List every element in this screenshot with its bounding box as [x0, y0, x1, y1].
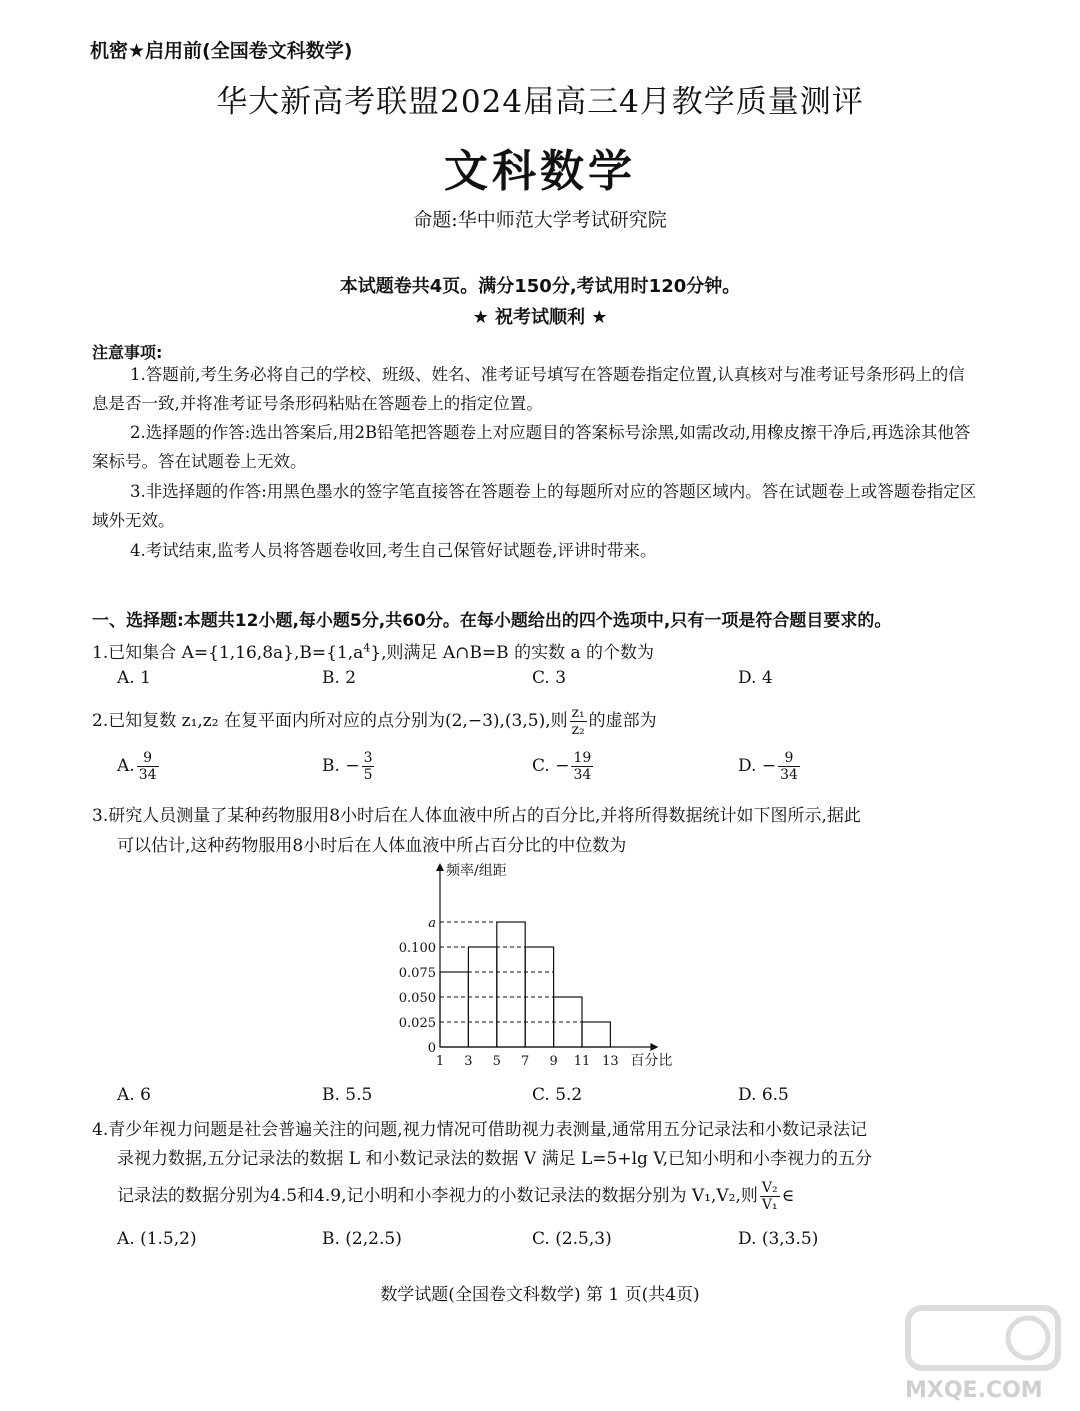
question-4-line-3: 记录法的数据分别为4.5和4.9,记小明和小李视力的小数记录法的数据分别为 V₁,V₂,则 $\frac{\text{V₂}}{\text{V₁}}$ ∈: [117, 1180, 795, 1213]
histogram-bar: [582, 1022, 610, 1047]
author-line: 命题:华中师范大学考试研究院: [413, 209, 667, 231]
y-tick-label: 0: [427, 1041, 436, 1056]
q4-option-b: B. (2,2.5): [322, 1229, 402, 1249]
q2-option-c: C. − $\frac{19}{34}$: [532, 750, 592, 783]
q4-fraction: $\frac{\text{V₂}}{\text{V₁}}$: [761, 1180, 778, 1213]
question-4-line-2: 录视力数据,五分记录法的数据 L 和小数记录法的数据 V 满足 L=5+lg V,已知小明和小李视力的五分: [117, 1149, 873, 1169]
q2-option-b: B. − $\frac{3}{5}$: [322, 750, 373, 783]
question-1-stem: 1.已知集合 $A=\{1,16,8a\},B=\{1,a^4\}$,则满足 A∩B=B 的实数 a 的个数为: [92, 641, 655, 663]
histogram-bar: [440, 972, 468, 1047]
subject-title: 文科数学: [444, 146, 636, 197]
q2-fraction: $\frac{\text{z₁}}{\text{z₂}}$: [571, 705, 585, 738]
q1-option-d: D. 4: [738, 668, 773, 688]
page-footer: 数学试题(全国卷文科数学) 第 1 页(共4页): [380, 1285, 700, 1305]
x-tick-label: 7: [521, 1054, 530, 1069]
histogram-chart: [390, 855, 690, 1077]
notice-item-1: 1.答题前,考生务必将自己的学校、班级、姓名、准考证号填写在答题卷指定位置,认真核对与准考证号条形码上的信息是否一致,并将准考证号条形码粘贴在答题卷上的指定位置。: [92, 365, 965, 413]
y-tick-label: 0.100: [398, 941, 436, 956]
x-tick-label: 3: [464, 1054, 473, 1069]
q2-option-a: A. $\frac{9}{34}$: [117, 750, 157, 783]
histogram-bar: [497, 922, 525, 1047]
x-tick-label: 11: [573, 1054, 591, 1069]
watermark-text: MXQE.COM: [905, 1378, 1043, 1403]
good-luck-line: ★ 祝考试顺利 ★: [472, 307, 608, 328]
notice-item-4: 4.考试结束,监考人员将答题卷收回,考生自己保管好试题卷,评讲时带来。: [130, 541, 657, 560]
question-3-line-1: 3.研究人员测量了某种药物服用8小时后在人体血液中所占的百分比,并将所得数据统计如下图所示,据此: [92, 806, 861, 826]
y-tick-label: 0.050: [398, 991, 436, 1006]
confidential-label: 机密★启用前(全国卷文科数学): [90, 40, 353, 62]
q1-option-a: A. 1: [117, 668, 151, 688]
x-axis-arrow: [650, 1043, 658, 1051]
q3-option-a: A. 6: [117, 1085, 151, 1105]
x-axis-label: 百分比: [630, 1053, 673, 1069]
q4-option-c: C. (2.5,3): [532, 1229, 612, 1249]
question-3-line-2: 可以估计,这种药物服用8小时后在人体血液中所占百分比的中位数为: [117, 836, 627, 856]
y-tick-label: a: [428, 916, 436, 931]
x-tick-label: 1: [435, 1054, 445, 1069]
notice-item-2: 2.选择题的作答:选出答案后,用2B铅笔把答题卷上对应题目的答案标号涂黑,如需改动,用橡皮擦干净后,再选涂其他答案标号。答在试题卷上无效。: [92, 423, 971, 471]
notice-title: 注意事项:: [92, 343, 163, 362]
x-tick-label: 9: [549, 1054, 558, 1069]
q1-option-b: B. 2: [322, 668, 357, 688]
q2-option-d: D. − $\frac{9}{34}$: [738, 750, 798, 783]
x-tick-label: 13: [602, 1054, 619, 1069]
q4-option-a: A. (1.5,2): [117, 1229, 197, 1249]
exam-title: 华大新高考联盟2024届高三4月教学质量测评: [216, 84, 864, 120]
x-tick-label: 5: [492, 1054, 501, 1069]
question-2-stem: 2.已知复数 z₁,z₂ 在复平面内所对应的点分别为(2,−3),(3,5),则 $\frac{\text{z₁}}{\text{z₂}}$ 的虚部为: [92, 705, 657, 738]
section-heading: 一、选择题:本题共12小题,每小题5分,共60分。在每小题给出的四个选项中,只有一项是符合题目要求的。: [92, 611, 892, 631]
q3-option-b: B. 5.5: [322, 1085, 373, 1105]
y-tick-label: 0.075: [398, 966, 436, 981]
y-axis-label: 频率/组距: [446, 863, 507, 879]
notice-item-3: 3.非选择题的作答:用黑色墨水的签字笔直接答在答题卷上的每题所对应的答题区域内。答在试题卷上或答题卷指定区域外无效。: [92, 482, 977, 530]
q3-option-d: D. 6.5: [738, 1085, 789, 1105]
exam-info: 本试题卷共4页。满分150分,考试用时120分钟。: [339, 276, 741, 297]
q1-option-c: C. 3: [532, 668, 567, 688]
q3-option-c: C. 5.2: [532, 1085, 583, 1105]
question-4-line-1: 4.青少年视力问题是社会普遍关注的问题,视力情况可借助视力表测量,通常用五分记录法和小数记录法记: [92, 1120, 868, 1140]
y-tick-label: 0.025: [398, 1016, 436, 1031]
y-axis-arrow: [436, 863, 444, 871]
q4-option-d: D. (3,3.5): [738, 1229, 819, 1249]
